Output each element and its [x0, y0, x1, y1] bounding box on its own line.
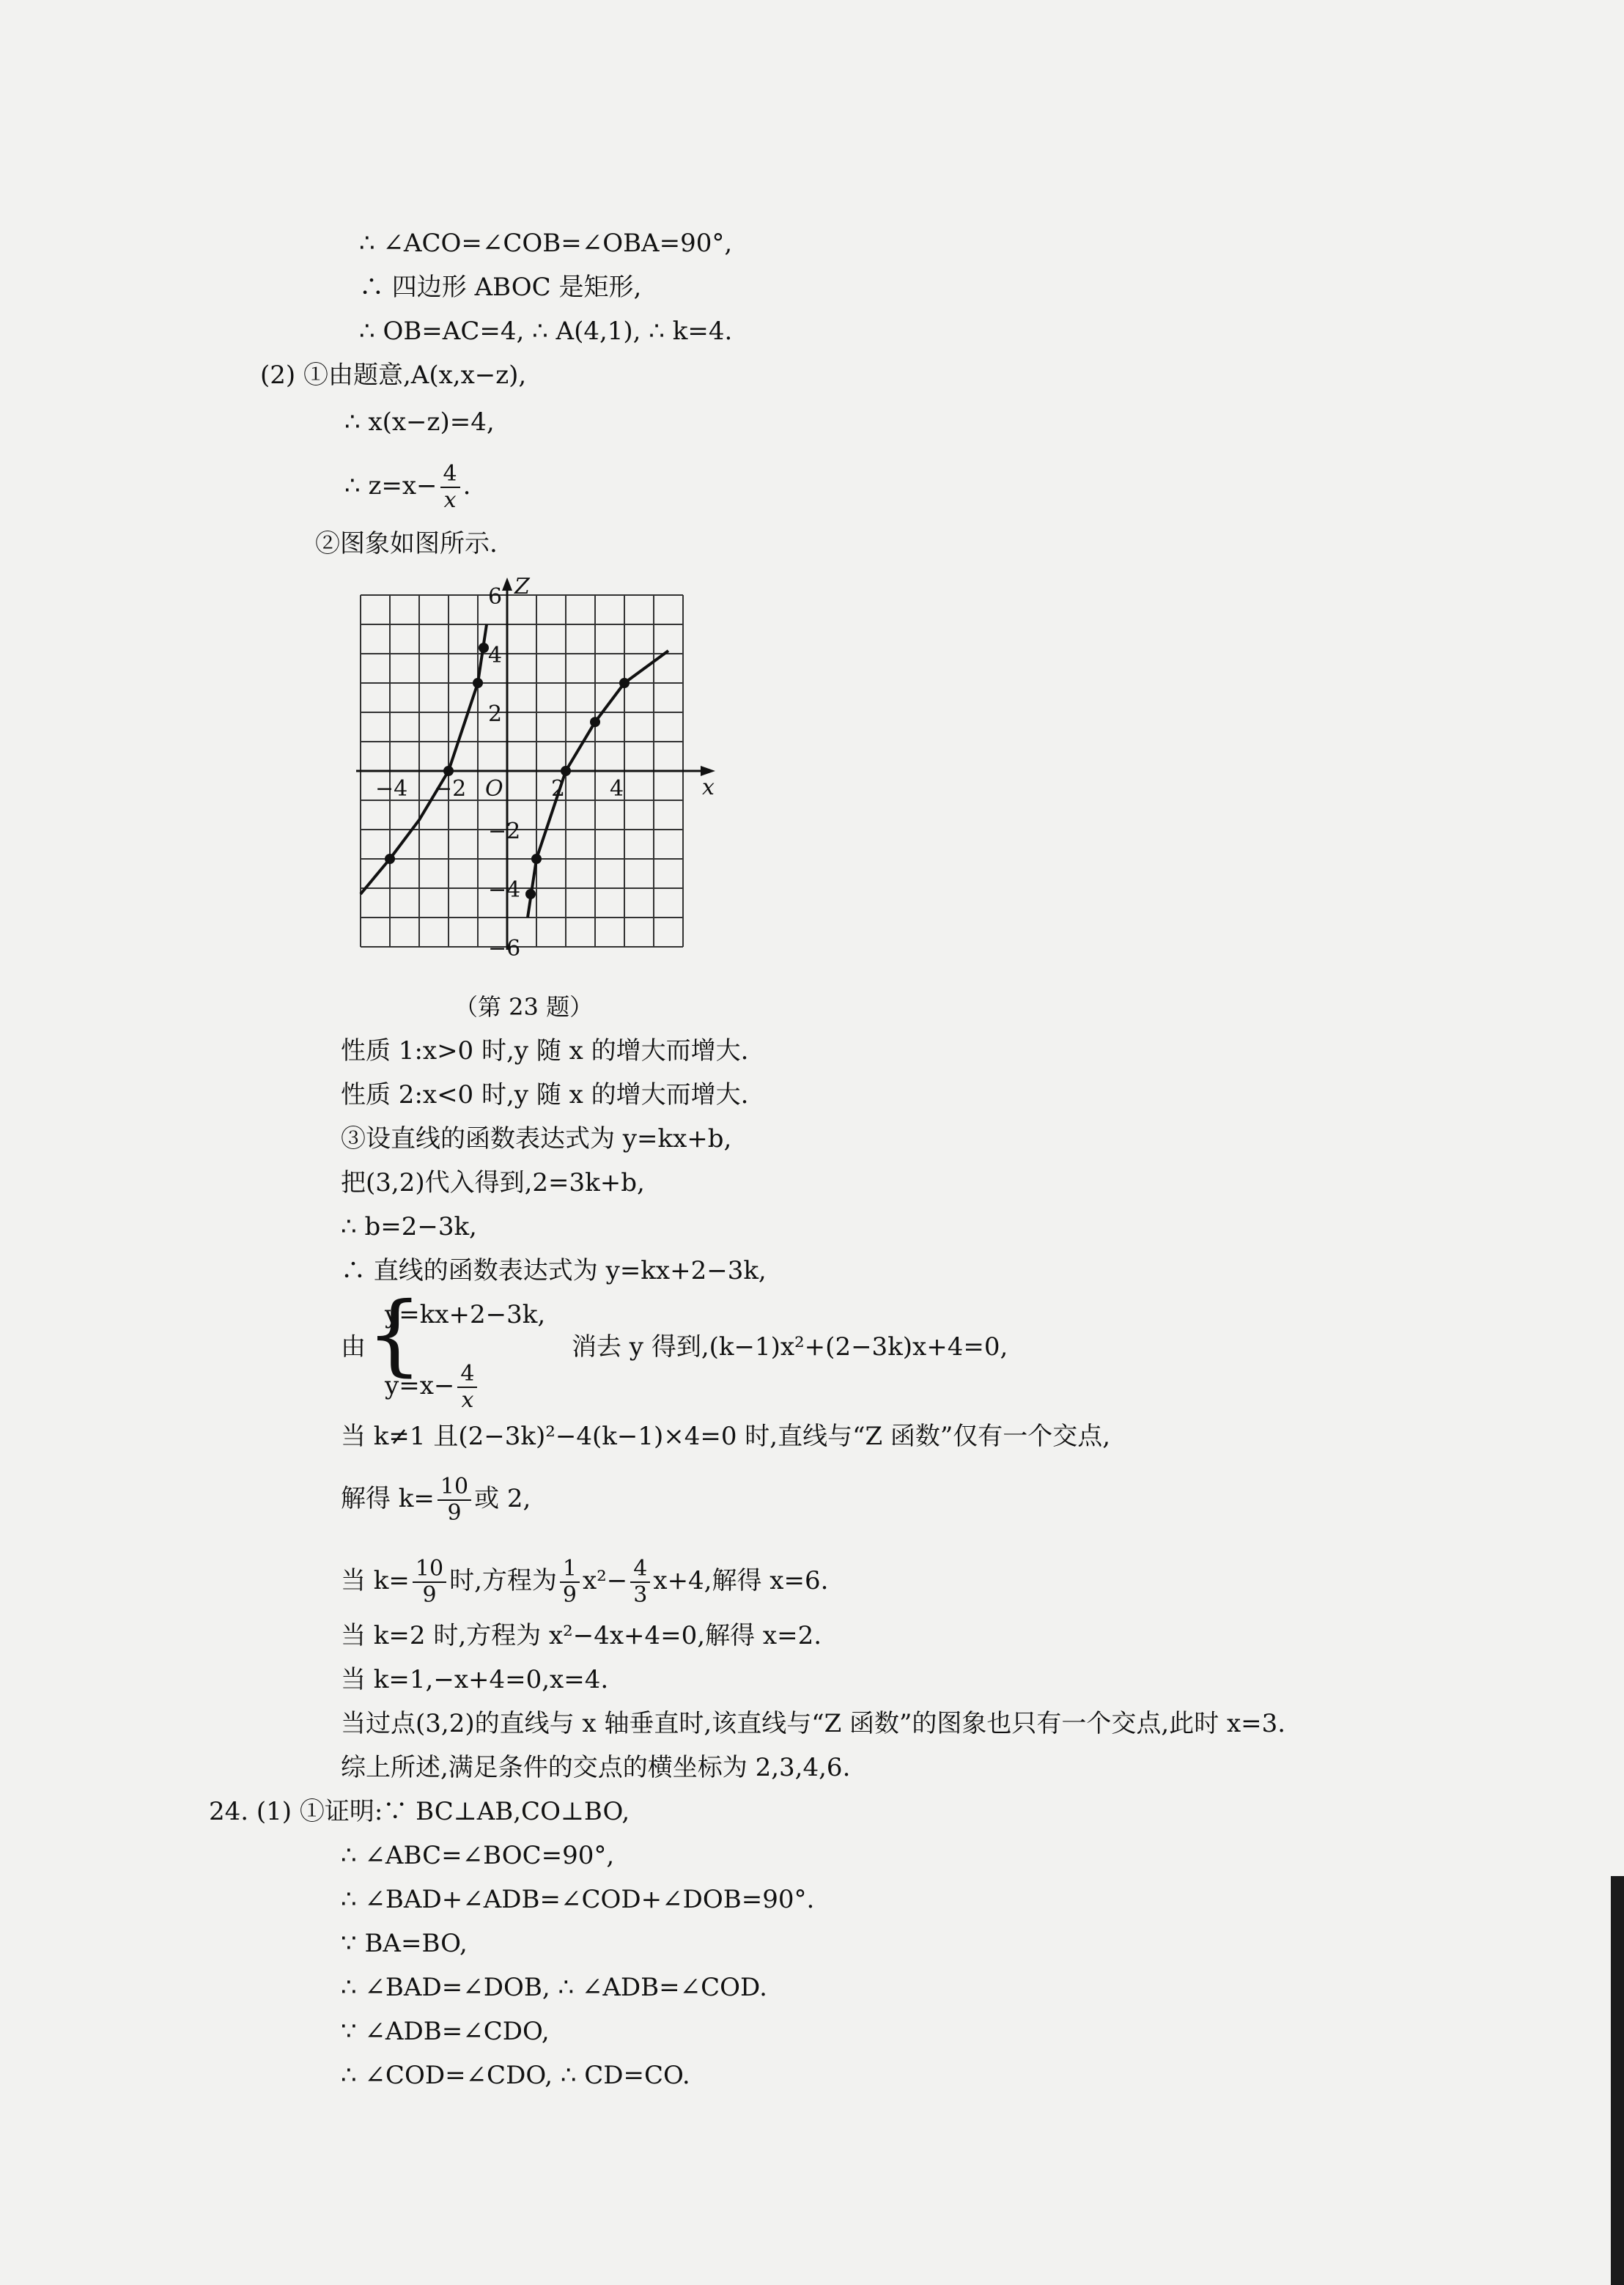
- l7-c: x²−: [583, 1566, 628, 1595]
- part3-line-9: 当 k=1,−x+4=0,x=4.: [341, 1665, 609, 1694]
- q24-line-2: ∴ ∠ABC=∠BOC=90°,: [341, 1841, 615, 1870]
- eq2-prefix: ∴ z=x−: [344, 471, 438, 501]
- l7-b: 时,方程为: [449, 1566, 557, 1595]
- x-axis-label: x: [702, 775, 715, 800]
- property-1: 性质 1:x>0 时,y 随 x 的增大而增大.: [341, 1036, 749, 1066]
- part3-line-2: 把(3,2)代入得到,2=3k+b,: [341, 1168, 645, 1197]
- l7-fraction-3: [630, 1557, 650, 1608]
- data-point: [590, 717, 600, 727]
- z-tick-label: 2: [488, 701, 503, 727]
- curve-branch: [361, 624, 487, 894]
- l7-num2: 1: [560, 1557, 580, 1583]
- data-point: [525, 889, 536, 899]
- sys-eq2-fraction: [457, 1362, 477, 1413]
- part3-line-6: [341, 1474, 531, 1526]
- origin-label: O: [485, 776, 503, 802]
- l7-d: x+4,解得 x=6.: [653, 1566, 829, 1595]
- data-point: [479, 643, 489, 653]
- part2-eq1: ∴ x(x−z)=4,: [344, 407, 495, 437]
- q24-line-7: ∴ ∠COD=∠CDO, ∴ CD=CO.: [341, 2061, 690, 2090]
- x-tick-label: −2: [434, 776, 467, 802]
- l7-num3: 4: [630, 1557, 650, 1583]
- system-result: 消去 y 得到,(k−1)x²+(2−3k)x+4=0,: [572, 1332, 1008, 1362]
- x-tick-label: 4: [610, 776, 624, 802]
- figure-caption: （第 23 题）: [454, 993, 594, 1021]
- graph-intro: ②图象如图所示.: [315, 529, 498, 558]
- eq2-fraction: [440, 462, 460, 513]
- q24-line-6: ∵ ∠ADB=∠CDO,: [341, 2017, 550, 2046]
- part3-line-1: ③设直线的函数表达式为 y=kx+b,: [341, 1124, 732, 1153]
- sys-eq2-prefix: y=x−: [385, 1371, 455, 1400]
- part3-line-5: 当 k≠1 且(2−3k)²−4(k−1)×4=0 时,直线与“Z 函数”仅有一个交点,: [341, 1422, 1111, 1451]
- z-axis-label: Z: [514, 574, 530, 599]
- system-eq-1: y=kx+2−3k,: [385, 1300, 546, 1329]
- proof-line-2: ∴ 四边形 ABOC 是矩形,: [359, 273, 642, 302]
- part2-intro: (2) ①由题意,A(x,x−z),: [260, 361, 527, 390]
- data-point: [561, 766, 571, 776]
- l6-fraction: [438, 1474, 471, 1526]
- proof-line-1: ∴ ∠ACO=∠COB=∠OBA=90°,: [359, 229, 733, 258]
- z-tick-label: −4: [488, 877, 521, 903]
- part3-line-3: ∴ b=2−3k,: [341, 1212, 477, 1241]
- z-function-graph: [344, 574, 715, 989]
- q24-line-4: ∵ BA=BO,: [341, 1929, 468, 1958]
- l6-prefix: 解得 k=: [341, 1484, 435, 1513]
- part3-line-8: 当 k=2 时,方程为 x²−4x+4=0,解得 x=2.: [341, 1621, 822, 1650]
- z-tick-label: −2: [488, 819, 521, 844]
- z-tick-label: 4: [488, 643, 503, 668]
- sys-eq2-num: 4: [457, 1362, 477, 1388]
- part3-line-10: 当过点(3,2)的直线与 x 轴垂直时,该直线与“Z 函数”的图象也只有一个交点,此时 x=3.: [341, 1709, 1286, 1738]
- data-point: [473, 678, 483, 688]
- system-prefix: 由: [341, 1332, 366, 1362]
- sys-eq2-den: x: [461, 1387, 474, 1413]
- part3-line-4: ∴ 直线的函数表达式为 y=kx+2−3k,: [341, 1256, 767, 1285]
- l7-fraction-1: [413, 1557, 446, 1608]
- data-point: [531, 854, 542, 864]
- q24-line-1: 24. (1) ①证明:∵ BC⊥AB,CO⊥BO,: [209, 1797, 630, 1826]
- part3-line-11: 综上所述,满足条件的交点的横坐标为 2,3,4,6.: [341, 1753, 851, 1782]
- l7-fraction-2: [560, 1557, 580, 1608]
- eq2-num: 4: [440, 462, 460, 488]
- z-tick-label: 6: [488, 584, 503, 610]
- eq2-suffix: .: [462, 471, 471, 501]
- property-2: 性质 2:x<0 时,y 随 x 的增大而增大.: [341, 1080, 749, 1110]
- l7-den3: 3: [633, 1582, 648, 1608]
- curve-branch: [528, 651, 668, 918]
- l6-den: 9: [447, 1500, 462, 1526]
- scan-edge-shadow: [1611, 1876, 1624, 2285]
- eq2-den: x: [443, 487, 457, 513]
- part3-line-7: [341, 1557, 828, 1608]
- x-tick-label: 2: [551, 776, 566, 802]
- part2-eq2: [344, 462, 470, 513]
- x-tick-label: −4: [375, 776, 408, 802]
- system-eq-2: [385, 1362, 480, 1413]
- l6-suffix: 或 2,: [474, 1484, 531, 1513]
- z-tick-label: −6: [488, 936, 521, 961]
- l7-den2: 9: [562, 1582, 577, 1608]
- graph-labels: [375, 574, 715, 961]
- l7-a: 当 k=: [341, 1566, 410, 1595]
- data-point: [619, 678, 630, 688]
- proof-line-3: ∴ OB=AC=4, ∴ A(4,1), ∴ k=4.: [359, 317, 733, 346]
- q24-line-3: ∴ ∠BAD+∠ADB=∠COD+∠DOB=90°.: [341, 1885, 815, 1914]
- data-point: [443, 766, 454, 776]
- z-axis-arrow: [502, 577, 512, 591]
- l6-num: 10: [438, 1474, 471, 1501]
- data-point: [385, 854, 395, 864]
- system-brace: {: [366, 1284, 423, 1386]
- l7-num1: 10: [413, 1557, 446, 1583]
- q24-line-5: ∴ ∠BAD=∠DOB, ∴ ∠ADB=∠COD.: [341, 1973, 767, 2002]
- l7-den1: 9: [422, 1582, 437, 1608]
